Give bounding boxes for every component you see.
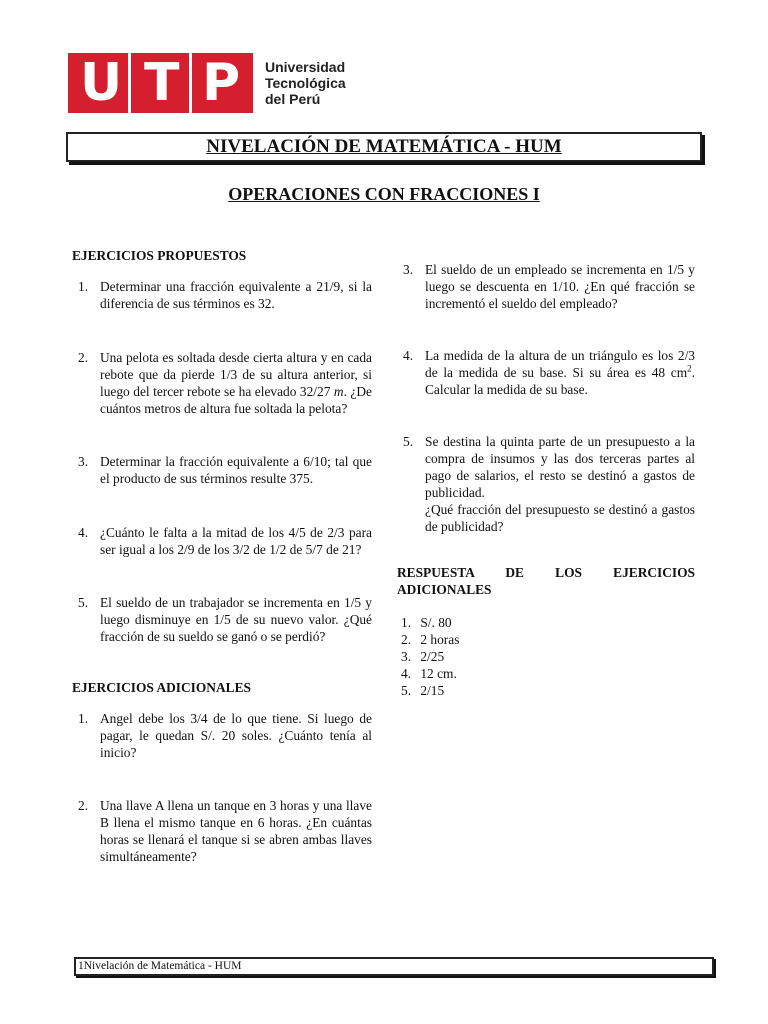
exercise-text-part: . ¿De cuántos metros de altura fue soltada la pelota? [100,384,372,416]
exercise-item [397,433,695,535]
answer-number: 3. [401,649,412,664]
exercise-text [425,347,695,398]
exercise-number: 1. [78,279,89,294]
exercise-unit: m [333,384,344,399]
logo-letter-u: U [80,53,123,113]
logo-name-line: Tecnológica [265,75,346,91]
exercise-number: 1. [78,711,89,726]
exercise-text-part: Una pelota es soltada desde cierta altura y en cada rebote que da pierde 1/3 de su altura anterior, si luego del tercer rebote se ha elevado 32/27 [100,350,372,399]
answer-text: S/. 80 [420,615,452,630]
exercise-number: 5. [403,434,414,449]
logo-letter-t: T [144,53,180,113]
answer-text: 12 cm. [420,666,457,681]
section-heading-respuestas: RESPUESTA DE LOS EJERCICIOS ADICIONALES [397,565,695,597]
logo-name [265,59,346,107]
answer-text: 2 horas [420,632,460,647]
exercise-text [425,433,695,535]
answer-number: 1. [401,615,412,630]
exercise-text [100,349,372,417]
exercise-text-part: . Calcular la medida de su base. [425,365,695,397]
exercise-item [397,347,695,398]
logo-name-line: Universidad [265,59,346,75]
exercise-text-part: Se destina la quinta parte de un presupuesto a la compra de insumos y las dos terceras partes al pago de salarios, el resto se destinó a gastos de publicidad. [425,434,695,500]
page-footer [74,957,714,976]
answer-number: 5. [401,683,412,698]
exercise-text-part: La medida de la altura de un triángulo es los 2/3 de la medida de su base. Si su área es 48 cm [425,348,695,380]
exercise-text: ¿Cuánto le falta a la mitad de los 4/5 de 2/3 para ser igual a los 2/9 de los 3/2 de 1/2 de 5/7 de 21? [100,525,372,557]
footer-text: 1Nivelación de Matemática - HUM [78,960,242,972]
exercise-number: 3. [403,262,414,277]
exercise-number: 2. [78,350,89,365]
logo-red-block [68,53,253,113]
exercise-number: 4. [403,348,414,363]
logo-letter-p: P [202,53,241,113]
exercise-text-part: ¿Qué fracción del presupuesto se destinó a gastos de publicidad? [425,502,695,534]
answer-item [397,614,695,631]
utp-logo [68,53,358,113]
exercise-item [72,710,372,761]
section-heading-propuestos: EJERCICIOS PROPUESTOS [72,248,247,263]
logo-separator [189,53,192,113]
exercise-item [72,797,372,865]
exercise-text: Angel debe los 3/4 de lo que tiene. Si luego de pagar, le quedan S/. 20 soles. ¿Cuánto tenía al inicio? [100,711,372,760]
exercise-text: Una llave A llena un tanque en 3 horas y una llave B llena el mismo tanque en 6 horas. ¿En cuántas horas se llenará el tanque si se abren ambas llaves simultáneamente? [100,798,372,864]
exercise-item [72,278,372,312]
logo-separator [128,53,131,113]
logo-name-line: del Perú [265,91,321,107]
answer-text: 2/15 [420,683,445,698]
exercise-item [72,524,372,558]
exercise-number: 5. [78,595,89,610]
answer-item [397,665,695,682]
exercise-item [72,594,372,645]
exercise-number: 4. [78,525,89,540]
exercise-item [397,261,695,312]
section-heading-adicionales: EJERCICIOS ADICIONALES [72,680,251,695]
answer-item [397,648,695,665]
exercise-text: Determinar una fracción equivalente a 21/9, si la diferencia de sus términos es 32. [100,279,372,311]
title-box [66,132,702,162]
answer-item [397,682,695,699]
answer-item [397,631,695,648]
answer-text: 2/25 [420,649,445,664]
answer-number: 2. [401,632,412,647]
page-title: NIVELACIÓN DE MATEMÁTICA - HUM [206,136,562,157]
page-subtitle: OPERACIONES CON FRACCIONES I [228,184,540,204]
exercise-number: 3. [78,454,89,469]
left-column [72,247,372,865]
exercise-superscript: 2 [687,363,692,374]
exercise-number: 2. [78,798,89,813]
exercise-text: El sueldo de un trabajador se incrementa en 1/5 y luego disminuye en 1/5 de su nuevo valor. ¿Qué fracción de su sueldo se ganó o se perdió? [100,595,372,644]
exercise-item [72,349,372,417]
right-column [397,261,695,699]
answer-number: 4. [401,666,412,681]
exercise-text: Determinar la fracción equivalente a 6/10; tal que el producto de sus términos resulte 375. [100,454,372,486]
answer-list [397,614,695,699]
exercise-text: El sueldo de un empleado se incrementa en 1/5 y luego se descuenta en 1/10. ¿En qué fracción se incrementó el sueldo del empleado? [425,262,695,311]
exercise-item [72,453,372,487]
